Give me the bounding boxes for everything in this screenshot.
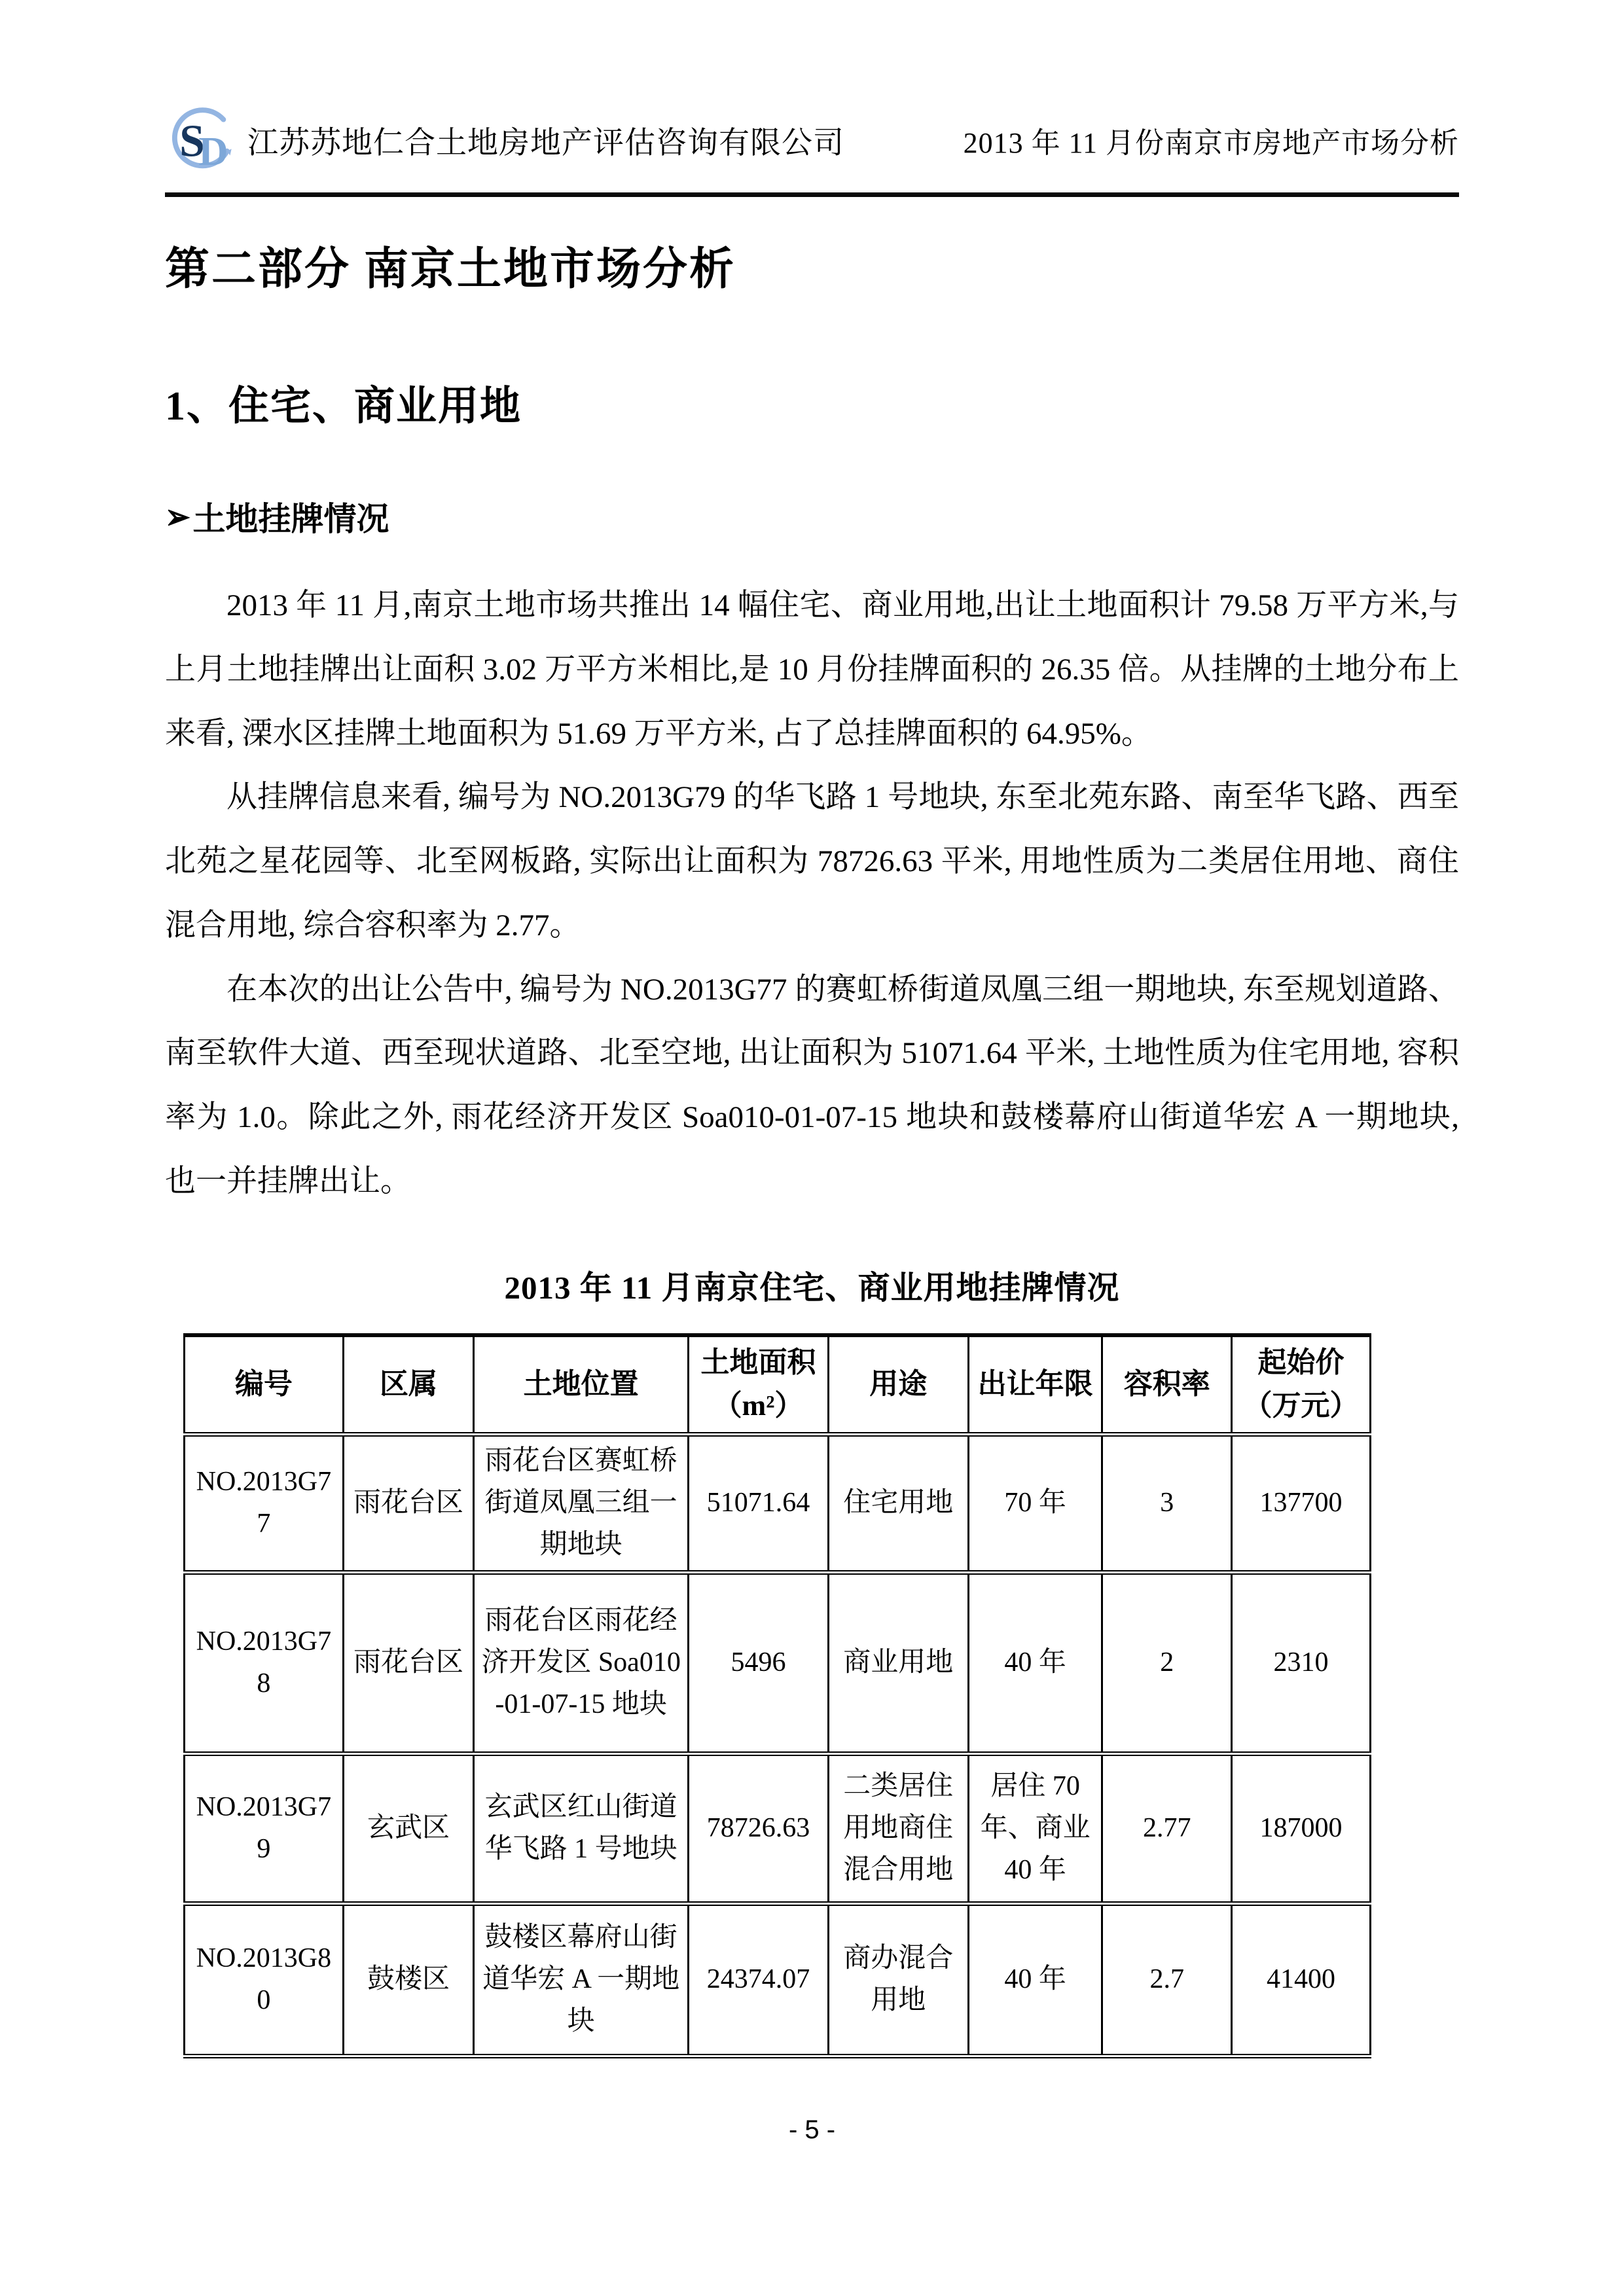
table-cell: 居住 70 年、商业 40 年 [968, 1753, 1102, 1903]
table-cell: NO.2013G78 [185, 1572, 344, 1753]
table-cell: 商业用地 [828, 1572, 968, 1753]
column-header: 区属 [343, 1335, 473, 1435]
table-cell: NO.2013G80 [185, 1903, 344, 2056]
page-title: 第二部分 南京土地市场分析 [165, 244, 736, 294]
table-cell: 78726.63 [689, 1753, 829, 1903]
table-cell: 41400 [1231, 1903, 1370, 2056]
arrow-bullet-icon: ➢ [165, 497, 190, 536]
table-cell: 2 [1102, 1572, 1232, 1753]
table-header [185, 1335, 1371, 1435]
table-cell: NO.2013G77 [185, 1435, 344, 1572]
paragraph: 从挂牌信息来看, 编号为 NO.2013G79 的华飞路 1 号地块, 东至北苑东路、南至华飞路、西至北苑之星花园等、北至网板路, 实际出让面积为 78726.63 平米, 用地性质为二类居住用地、商住混合用地, 综合容积率为 2.77。 [165, 780, 1459, 942]
header-left [165, 103, 844, 177]
company-name: 江苏苏地仁合土地房地产评估咨询有限公司 [247, 126, 844, 160]
section-heading: 1、住宅、商业用地 [165, 384, 522, 429]
column-header: 土地位置 [474, 1335, 689, 1435]
column-header: 编号 [185, 1335, 344, 1435]
body-text [165, 574, 1459, 1214]
table-header-row [185, 1335, 1371, 1435]
page-number: - 5 - [788, 2115, 836, 2144]
table-cell: 雨花台区 [343, 1435, 473, 1572]
table-cell: 商办混合用地 [828, 1903, 968, 2056]
table-row [185, 1435, 1371, 1572]
table-cell: 雨花台区 [343, 1572, 473, 1753]
table-row [185, 1572, 1371, 1753]
paragraph: 2013 年 11 月,南京土地市场共推出 14 幅住宅、商业用地,出让土地面积计 79.58 万平方米,与上月土地挂牌出让面积 3.02 万平方米相比,是 10 月份挂牌面积的 26.35 倍。从挂牌的土地分布上来看, 溧水区挂牌土地面积为 51.69 万平方米, 占了总挂牌面积的 64.95%。 [165, 588, 1459, 751]
table-cell: 137700 [1231, 1435, 1370, 1572]
svg-text:S: S [179, 116, 205, 167]
table-body [185, 1435, 1371, 2056]
table-row [185, 1903, 1371, 2056]
table-cell: 雨花台区雨花经济开发区 Soa010-01-07-15 地块 [474, 1572, 689, 1753]
table-cell: 鼓楼区 [343, 1903, 473, 2056]
page-header [165, 103, 1459, 197]
table-row [185, 1753, 1371, 1903]
subsection-heading-label: 土地挂牌情况 [192, 501, 389, 537]
table-cell: 40 年 [968, 1903, 1102, 2056]
document-title: 2013 年 11 月份南京市房地产市场分析 [963, 127, 1459, 159]
column-header: 用途 [828, 1335, 968, 1435]
table-cell: 住宅用地 [828, 1435, 968, 1572]
table-cell: 雨花台区赛虹桥街道凤凰三组一期地块 [474, 1435, 689, 1572]
table-cell: 70 年 [968, 1435, 1102, 1572]
table-cell: 鼓楼区幕府山街道华宏 A 一期地块 [474, 1903, 689, 2056]
svg-text:D: D [198, 128, 228, 175]
land-listing-table [183, 1333, 1371, 2058]
table-cell: 24374.07 [689, 1903, 829, 2056]
column-header: 土地面积 （m²） [689, 1335, 829, 1435]
page-footer [0, 2115, 1624, 2145]
table-title: 2013 年 11 月南京住宅、商业用地挂牌情况 [504, 1269, 1120, 1306]
table-cell: 2310 [1231, 1572, 1370, 1753]
table-cell: 二类居住用地商住混合用地 [828, 1753, 968, 1903]
company-logo-icon [165, 103, 241, 177]
table-cell: 2.7 [1102, 1903, 1232, 2056]
table-cell: 5496 [689, 1572, 829, 1753]
column-header: 容积率 [1102, 1335, 1232, 1435]
table-cell: 51071.64 [689, 1435, 829, 1572]
table-cell: NO.2013G79 [185, 1753, 344, 1903]
paragraph: 在本次的出让公告中, 编号为 NO.2013G77 的赛虹桥街道凤凰三组一期地块, 东至规划道路、南至软件大道、西至现状道路、北至空地, 出让面积为 51071.64 平米, 土地性质为住宅用地, 容积率为 1.0。除此之外, 雨花经济开发区 Soa010-01-07-15 地块和鼓楼幕府山街道华宏 A 一期地块, 也一并挂牌出让。 [165, 972, 1459, 1198]
table-cell: 玄武区红山街道华飞路 1 号地块 [474, 1753, 689, 1903]
column-header: 出让年限 [968, 1335, 1102, 1435]
table-cell: 2.77 [1102, 1753, 1232, 1903]
table-cell: 玄武区 [343, 1753, 473, 1903]
table-cell: 3 [1102, 1435, 1232, 1572]
table-cell: 40 年 [968, 1572, 1102, 1753]
column-header: 起始价 （万元） [1231, 1335, 1370, 1435]
table-cell: 187000 [1231, 1753, 1370, 1903]
subsection-heading [165, 493, 1459, 540]
